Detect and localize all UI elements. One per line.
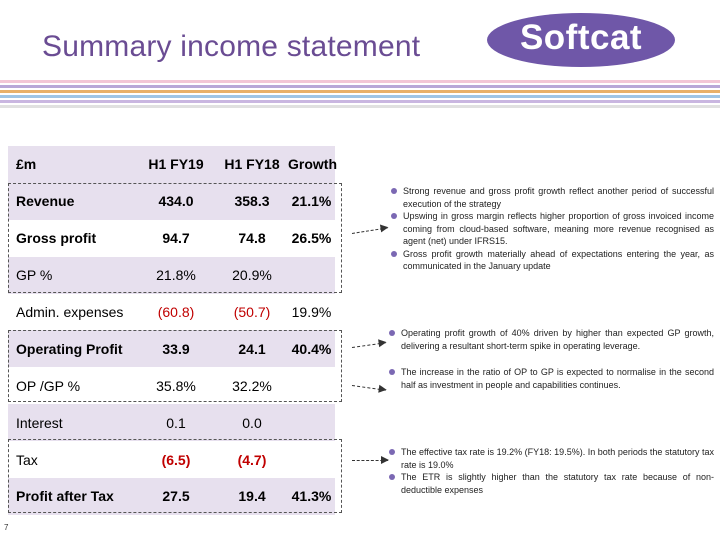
row-fy18: 358.3 xyxy=(216,183,288,220)
row-fy18: 24.1 xyxy=(216,330,288,367)
commentary-group-op-gp xyxy=(388,366,714,391)
row-fy18: (4.7) xyxy=(216,441,288,478)
stripe xyxy=(0,90,720,93)
row-label: Tax xyxy=(8,441,136,478)
page-title: Summary income statement xyxy=(42,30,421,63)
row-fy19: 0.1 xyxy=(136,404,216,441)
row-growth: 26.5% xyxy=(288,220,335,257)
row-growth: 41.3% xyxy=(288,478,335,515)
connector-arrow xyxy=(352,460,388,461)
row-fy19: 94.7 xyxy=(136,220,216,257)
row-label: Admin. expenses xyxy=(8,294,136,331)
row-label: Revenue xyxy=(8,183,136,220)
row-growth: 40.4% xyxy=(288,330,335,367)
commentary-bullet: Operating profit growth of 40% driven by higher than expected GP growth, delivering a resultant short-term spike in operating leverage. xyxy=(388,327,714,352)
header-h1-fy18: H1 FY18 xyxy=(216,146,288,183)
commentary-bullet: Upswing in gross margin reflects higher proportion of gross invoiced income coming from cloud-based software, meaning more revenue recognised as agent (net) under IFRS15. xyxy=(390,210,714,248)
row-fy18: 32.2% xyxy=(216,367,288,404)
commentary-bullet: Gross profit growth materially ahead of expectations entering the year, as communicated in the January update xyxy=(390,248,714,273)
header-growth: Growth xyxy=(288,146,335,183)
row-fy19: (6.5) xyxy=(136,441,216,478)
commentary-bullet: The effective tax rate is 19.2% (FY18: 19.5%). In both periods the statutory tax rate is 19.0% xyxy=(388,446,714,471)
commentary-bullet: The ETR is slightly higher than the statutory tax rate because of non-deductible expenses xyxy=(388,471,714,496)
table-row-interest xyxy=(8,404,335,441)
stripe xyxy=(0,95,720,98)
commentary-bullet: Strong revenue and gross profit growth reflect another period of successful execution of the strategy xyxy=(390,185,714,210)
page-number: 7 xyxy=(4,523,9,532)
row-label: Interest xyxy=(8,404,136,441)
table-row-admin-expenses xyxy=(8,294,335,331)
header-h1-fy19: H1 FY19 xyxy=(136,146,216,183)
row-growth: 19.9% xyxy=(288,294,335,331)
stripe xyxy=(0,85,720,88)
commentary-group-operating-profit xyxy=(388,327,714,352)
row-fy18: 0.0 xyxy=(216,404,288,441)
highlight-box-revenue-gp xyxy=(8,183,342,293)
header-currency: £m xyxy=(8,146,136,183)
row-fy19: 33.9 xyxy=(136,330,216,367)
row-fy19: (60.8) xyxy=(136,294,216,331)
row-fy19: 27.5 xyxy=(136,478,216,515)
connector-arrow xyxy=(352,227,388,234)
highlight-box-operating-profit xyxy=(8,330,342,402)
row-fy18: 19.4 xyxy=(216,478,288,515)
row-label: Profit after Tax xyxy=(8,478,136,515)
row-label: Operating Profit xyxy=(8,330,136,367)
row-growth: 21.1% xyxy=(288,183,335,220)
row-label: GP % xyxy=(8,257,136,294)
highlight-box-tax xyxy=(8,439,342,513)
row-fy18: 74.8 xyxy=(216,220,288,257)
stripe xyxy=(0,105,720,108)
softcat-logo xyxy=(487,13,675,67)
row-fy19: 35.8% xyxy=(136,367,216,404)
connector-arrow xyxy=(352,385,386,391)
logo-text: Softcat xyxy=(519,18,643,57)
stripe xyxy=(0,80,720,83)
stripe xyxy=(0,100,720,103)
decorative-stripes xyxy=(0,80,720,110)
commentary-group-tax xyxy=(388,446,714,496)
row-label: Gross profit xyxy=(8,220,136,257)
connector-arrow xyxy=(352,342,386,348)
commentary-group-revenue xyxy=(390,185,714,273)
commentary-bullet: The increase in the ratio of OP to GP is expected to normalise in the second half as investment in people and capabilities continues. xyxy=(388,366,714,391)
table-header-row xyxy=(8,146,335,183)
row-fy18: (50.7) xyxy=(216,294,288,331)
row-fy18: 20.9% xyxy=(216,257,288,294)
row-growth xyxy=(288,404,335,441)
row-fy19: 434.0 xyxy=(136,183,216,220)
row-label: OP /GP % xyxy=(8,367,136,404)
row-fy19: 21.8% xyxy=(136,257,216,294)
